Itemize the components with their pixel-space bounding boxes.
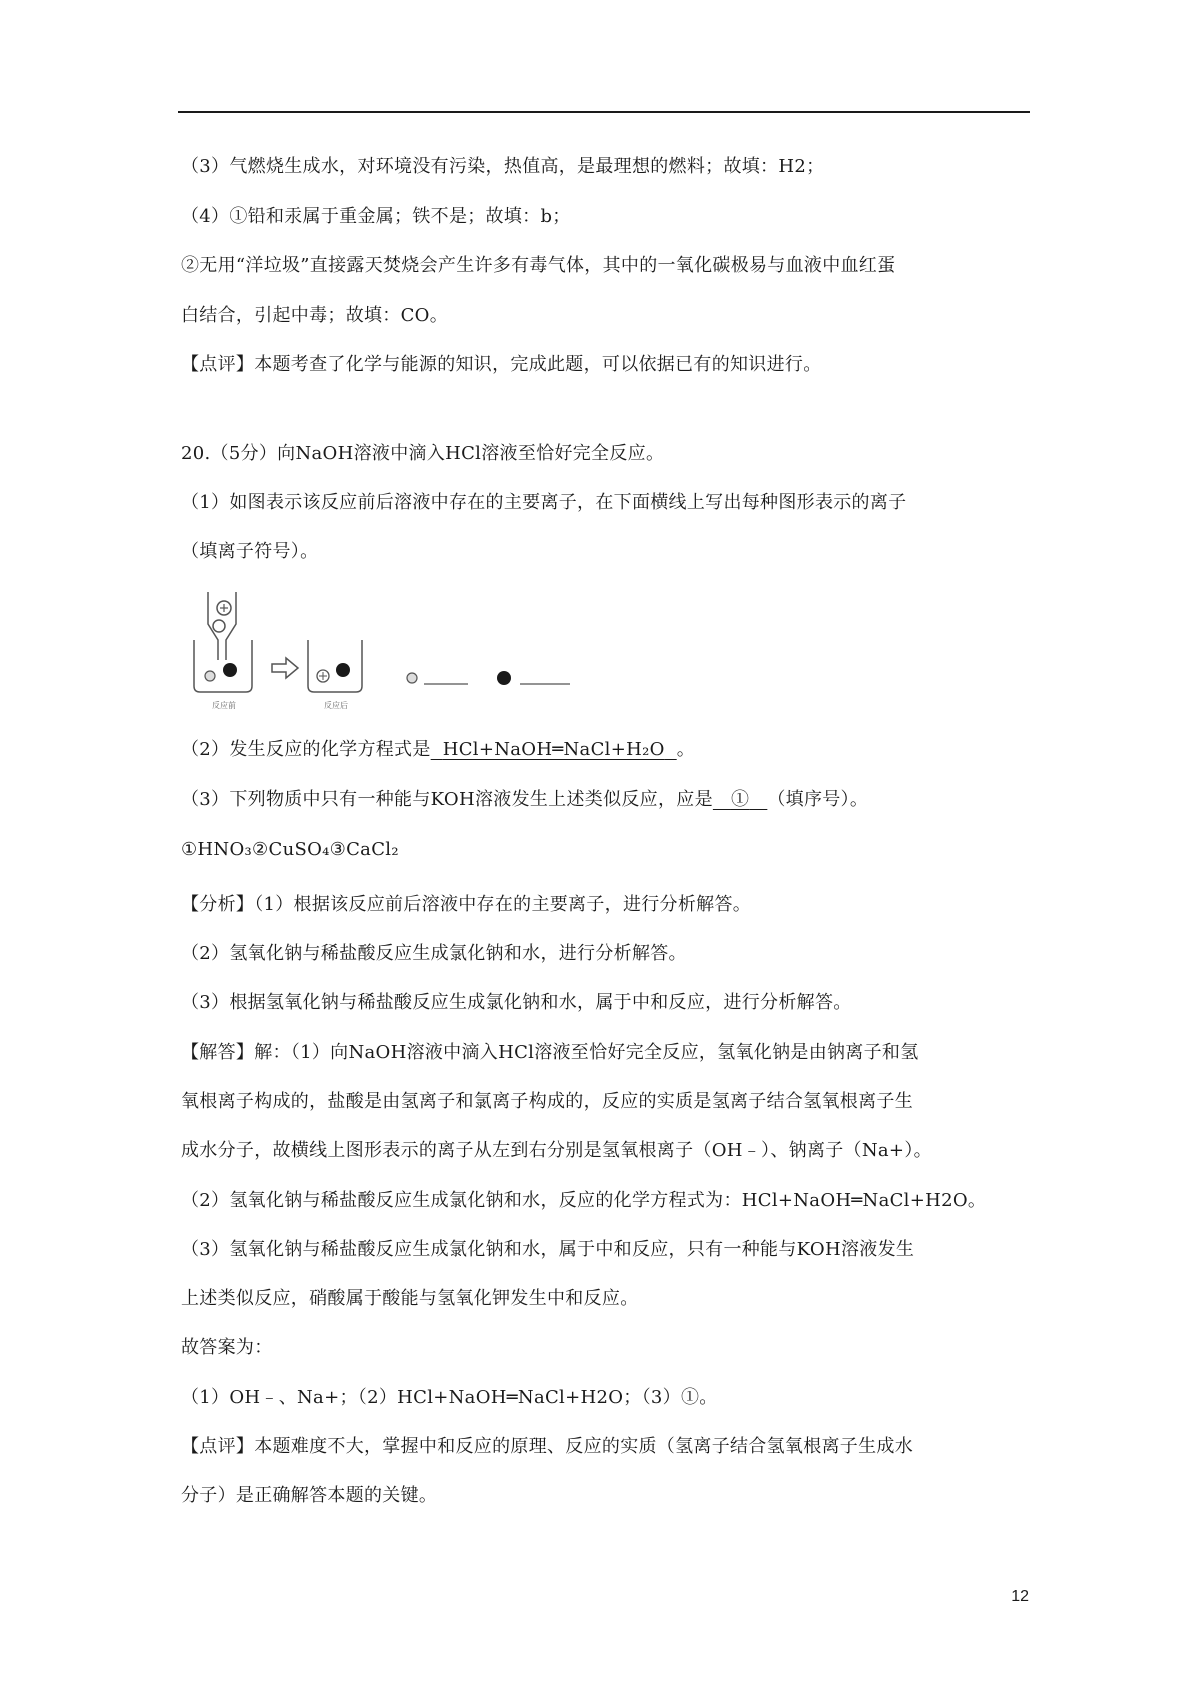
question-3-suffix: （填序号）。 bbox=[767, 789, 869, 810]
options-line: ①HNO₃②CuSO₄③CaCl₂ bbox=[181, 839, 399, 860]
bottom-line: 氧根离子构成的，盐酸是由氢离子和氯离子构成的，反应的实质是氢离子结合氢氧根离子生 bbox=[181, 1091, 913, 1112]
beaker-after-icon bbox=[308, 640, 362, 692]
hydrogen-ion-after-icon bbox=[317, 670, 329, 682]
before-label: 反应前 bbox=[212, 701, 236, 710]
sodium-ion-after-icon bbox=[336, 663, 350, 677]
question-2-suffix: 。 bbox=[676, 739, 696, 760]
hydrogen-ion-icon bbox=[217, 601, 231, 615]
top-line: （3）气燃烧生成水，对环境没有污染，热值高，是最理想的燃料；故填：H2； bbox=[181, 156, 825, 177]
bottom-line: 【分析】（1）根据该反应前后溶液中存在的主要离子，进行分析解答。 bbox=[181, 894, 752, 915]
question-2-prefix: （2）发生反应的化学方程式是 bbox=[181, 739, 431, 760]
top-line: 【点评】本题考查了化学与能源的知识，完成此题，可以依据已有的知识进行。 bbox=[181, 354, 822, 375]
hydroxide-ion-legend-icon bbox=[407, 673, 417, 683]
bottom-line: （2）氢氧化钠与稀盐酸反应生成氯化钠和水，进行分析解答。 bbox=[181, 943, 687, 964]
bottom-line: （1）OH﹣、Na+；（2）HCl+NaOH═NaCl+H2O；（3）①。 bbox=[181, 1387, 718, 1408]
question-3-answer: ① bbox=[730, 789, 750, 810]
arrow-icon bbox=[272, 658, 298, 678]
after-label: 反应后 bbox=[324, 701, 348, 710]
reaction-diagram-svg bbox=[190, 588, 580, 718]
beaker-before-icon bbox=[194, 640, 252, 692]
top-line: ②无用“洋垃圾”直接露天焚烧会产生许多有毒气体，其中的一氧化碳极易与血液中血红蛋 bbox=[181, 255, 896, 276]
question-2-line bbox=[181, 738, 695, 762]
dropper-icon bbox=[208, 592, 236, 660]
sodium-ion-legend-icon bbox=[497, 671, 511, 685]
chloride-ion-icon bbox=[213, 620, 225, 632]
top-line: （1）如图表示该反应前后溶液中存在的主要离子，在下面横线上写出每种图形表示的离子 bbox=[181, 492, 907, 513]
question-3-line bbox=[181, 788, 868, 812]
hydroxide-ion-icon bbox=[205, 671, 215, 681]
question-3-prefix: （3）下列物质中只有一种能与KOH溶液发生上述类似反应，应是 bbox=[181, 789, 713, 810]
question-2-answer: HCl+NaOH═NaCl+H₂O bbox=[442, 739, 665, 760]
bottom-line: 【点评】本题难度不大，掌握中和反应的原理、反应的实质（氢离子结合氢氧根离子生成水 bbox=[181, 1436, 913, 1457]
bottom-line: （3）根据氢氧化钠与稀盐酸反应生成氯化钠和水，属于中和反应，进行分析解答。 bbox=[181, 992, 852, 1013]
top-line: 白结合，引起中毒；故填：CO。 bbox=[181, 305, 449, 326]
bottom-line: （2）氢氧化钠与稀盐酸反应生成氯化钠和水，反应的化学方程式为：HCl+NaOH═NaCl+H2O。 bbox=[181, 1190, 987, 1211]
sodium-ion-icon bbox=[223, 663, 237, 677]
top-line: （4）①铅和汞属于重金属；铁不是；故填：b； bbox=[181, 206, 571, 227]
question-2-answer-blank bbox=[431, 739, 677, 760]
top-line: （填离子符号）。 bbox=[181, 541, 319, 562]
question-3-answer-blank bbox=[713, 789, 767, 810]
page-number: 12 bbox=[1011, 1588, 1029, 1605]
bottom-line: 故答案为： bbox=[181, 1337, 273, 1358]
top-line: 20.（5分）向NaOH溶液中滴入HCl溶液至恰好完全反应。 bbox=[181, 443, 665, 464]
header-rule bbox=[178, 111, 1030, 113]
bottom-line: 成水分子，故横线上图形表示的离子从左到右分别是氢氧根离子（OH﹣）、钠离子（Na+）。 bbox=[181, 1140, 932, 1161]
bottom-line: 【解答】解：（1）向NaOH溶液中滴入HCl溶液至恰好完全反应，氢氧化钠是由钠离子和氢 bbox=[181, 1042, 919, 1063]
reaction-diagram bbox=[190, 588, 580, 718]
bottom-line: 分子）是正确解答本题的关键。 bbox=[181, 1485, 438, 1506]
bottom-line: 上述类似反应，硝酸属于酸能与氢氧化钾发生中和反应。 bbox=[181, 1288, 639, 1309]
bottom-line: （3）氢氧化钠与稀盐酸反应生成氯化钠和水，属于中和反应，只有一种能与KOH溶液发生 bbox=[181, 1239, 915, 1260]
